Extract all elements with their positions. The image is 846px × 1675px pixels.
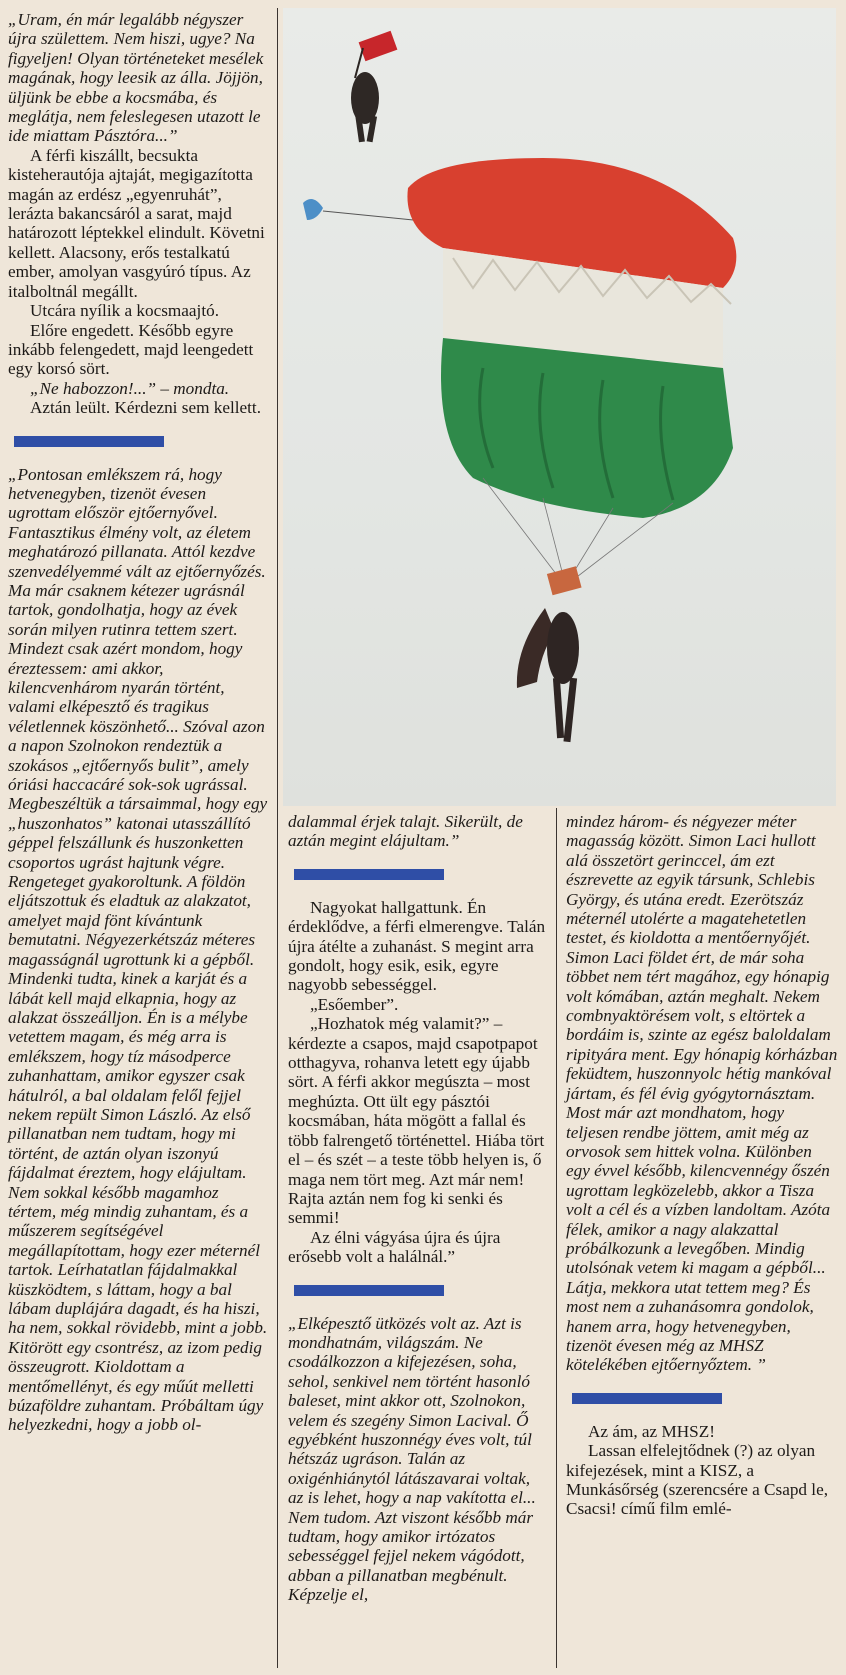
paragraph: Utcára nyílik a kocsmaajtó. <box>30 301 219 321</box>
skydiver-with-flag <box>351 31 397 143</box>
paragraph: A férfi kiszállt, becsukta kisteherautója ajtaját, megigazította magán az erdész „egyenruhát”, lerázta bakancsáról a sarat, majd határozott léptekkel elindult. Követni kellett. Alacsony, erős testalkatú ember, amolyan vasgyúró típus. Az italboltnál megállt. <box>8 145 265 301</box>
section-divider-bar <box>294 1285 444 1296</box>
paragraph: Az élni vágyása újra és újra erősebb volt a halálnál.” <box>288 1227 501 1267</box>
quote-continuation: dalammal érjek talajt. Sikerült, de aztán megint elájultam.” <box>288 812 523 851</box>
quote-line: „Ne habozzon!...” – mondta. <box>30 378 230 398</box>
paragraph: Az ám, az MHSZ! <box>588 1421 715 1441</box>
section-divider-bar <box>572 1393 722 1404</box>
article-column-3 <box>566 812 838 1519</box>
skydiver-under-canopy <box>517 566 582 742</box>
paragraph: Nagyokat hallgattunk. Én érdeklődve, a férfi elmerengve. Talán újra átélte a zuhanást. S megint arra gondolt, hogy esik, esik, egyre nagyobb sebességgel. <box>288 897 546 995</box>
article-column-1 <box>8 10 270 1435</box>
paragraph: Lassan elfelejtődnek (?) az olyan kifejezések, mint a KISZ, a Munkásőrség (szerencsére a Csapd le, Csacsi! című film emlé- <box>566 1441 829 1519</box>
section-divider-bar <box>14 436 164 447</box>
paragraph: Aztán leült. Kérdezni sem kellett. <box>30 398 261 418</box>
quote-intro: „Uram, én már legalább négyszer újra születtem. Nem hiszi, ugye? Na figyeljen! Olyan történeteket mesélek magának, hogy leesik az álla. Jöjjön, üljünk be ebbe a kocsmába, és meglátja, nem feleslegesen utazott le ide miattam Pásztóra...” <box>8 10 264 146</box>
paragraph: Előre engedett. Később egyre inkább felengedett, majd leengedett egy korsó sört. <box>8 320 254 379</box>
quote-story: „Pontosan emlékszem rá, hogy hetvenegyben, tizenöt évesen ugrottam először ejtőernyővel. Fantasztikus élmény volt, az életem meghatározó pillanata. Attól kezdve szenvedélyemmé vált az ejtőernyőzés. Ma már csaknem kétezer ugrásnál tartok, gondolhatja, hogy az évek során milyen rutinra tettem szert. Mindezt csak azért mondom, hogy éreztessem: ami akkor, kilencvenhárom nyarán történt, valami elképesztő és tragikus véletlennek köszönhető... Szóval azon a napon Szolnokon rendeztük a szokásos „ejtőernyős bulit”, amely óriási haccacáré sok-sok ugrással. Megbeszéltük a társaimmal, hogy egy „huszonhatos” katonai utasszállító géppel felszállunk és huszonketten csoportos ugrást hajtunk végre. Rengeteget gyakoroltunk. A földön eljátszottuk és eladtuk az alakzatot, amelyet majd fönt kívántunk bemutatni. Négyezerkétszáz méteres magasságnál ugrottunk ki a gépből. Mindenki tudta, kinek a karját és a lábát kell majd elkapnia, hogy az alakzat összeálljon. Én is a mélybe vetettem magam, és még arra is emlékszem, hogy tíz másodperce zuhanhattam, amikor egyszer csak hátulról, a bal oldalam felől fejjel nekem repült Simon László. Az első pillanatban nem tudtam, hogy mi történt, de aztán olyan iszonyú fájdalmat éreztem, hogy elájultam. Nem sokkal később magamhoz tértem, még mindig zuhantam, és a műszerem segítségével megállapítottam, hogy ezer méternél tartok. Leírhatatlan fájdalmakkal küszködtem, s láttam, hogy a bal lábam duplájára dagadt, és ha hiszi, ha nem, sokkal rövidebb, mint a jobb. Kitörött egy csontrész, az izom pedig összeugrott. Kioldottam a mentőmellényt, és egy műút melletti búzaföldre zuhantam. Próbáltam úgy helyezkedni, hogy a jobb ol- <box>8 464 268 1435</box>
column-rule <box>556 808 557 1668</box>
quote-story: „Elképesztő ütközés volt az. Azt is mondhatnám, világszám. Ne csodálkozzon a kifejezésen, soha, sehol, senkivel nem történt hasonló baleset, mint akkor ott, Szolnokon, velem és szegény Simon Lacival. Ő egyébként huszonnégy éves volt, túl hétszáz ugráson. Talán az oxigénhiánytól látászavarai voltak, az is lehet, hogy a nap vakította el... Nem tudom. Azt viszont később már tudtam, hogy amikor irtózatos sebességgel fejjel nekem vágódott, abban a pillanatban megbénult. Képzelje el, <box>288 1313 536 1605</box>
parachute-canopy <box>407 158 736 518</box>
parachute-illustration <box>283 8 836 806</box>
column-rule <box>277 8 278 1668</box>
parachute-photo <box>283 8 836 806</box>
article-column-2 <box>288 812 548 1605</box>
streamer <box>303 199 323 220</box>
paragraph: „Esőember”. <box>310 994 399 1014</box>
quote-continuation: mindez három- és négyezer méter magasság között. Simon Laci hullott alá összetört gerinccel, ám ezt észrevette az egyik társunk, Schlebis György, és utána eredt. Ezerötszáz méternél utolérte a magatehetetlen testet, és kioldotta a mentőernyőjét. Simon Laci földet ért, de már soha többet nem tért magához, egy hónapig volt kómában, aztán meghalt. Nekem combnyaktörésem volt, s eltörtek a bordáim is, szinte az egész baloldalam ripityára ment. Egy hónapig kórházban feküdtem, huszonnyolc hétig mankóval jártam, és fél évig gyógytornásztam. Most már azt mondhatom, hogy teljesen rendbe jöttem, amit még az orvosok sem hittek volna. Különben egy évvel később, kilencvennégy őszén ugrottam legközelebb, akkor a Tisza volt a cél és a vízben landoltam. Azóta félek, amikor a nagy alakzattal próbálkozunk a levegőben. Mindig utolsónak vetem ki magam a gépből... Látja, mekkora utat tettem meg? És most nem a zuhanásomra gondolok, hanem arra, hogy hetvenegyben, tizenöt évesen még az MHSZ kötelékében ejtőernyőztem. ” <box>566 812 838 1375</box>
section-divider-bar <box>294 869 444 880</box>
paragraph: „Hozhatok még valamit?” – kérdezte a csapos, majd csapotpapot otthagyva, rohanva letett egy újabb sört. A férfi akkor megúszta – most meghúzta. Ott ült egy pásztói kocsmában, háta mögött a fallal és több falrengető történettel. Hiába tört el – és szét – a teste több helyen is, ő maga nem tört meg. Azt már nem! Rajta aztán nem fog ki senki és semmi! <box>288 1014 545 1228</box>
